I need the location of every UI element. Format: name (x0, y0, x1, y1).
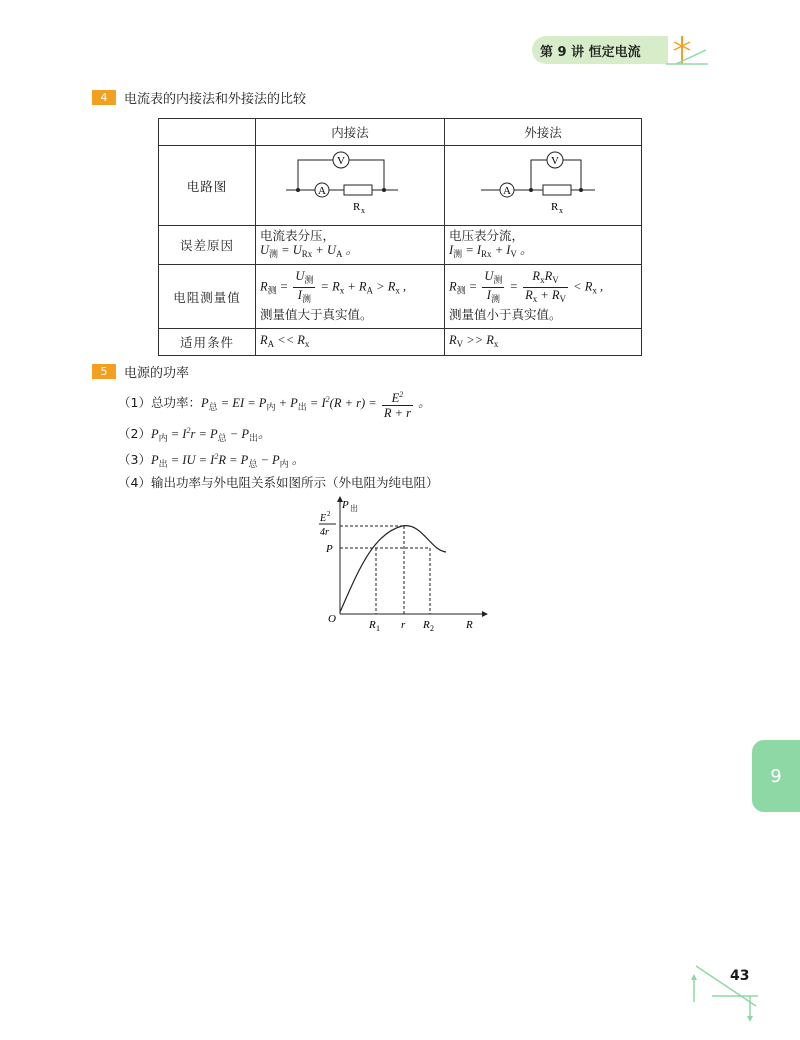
chapter-header (532, 36, 668, 64)
row-label: 适用条件 (159, 329, 256, 356)
power-item-3: $(3)P_出$ = IU = $I^2R = P_总 - P_内$ 。 (118, 452, 305, 470)
r-label: r (401, 619, 406, 631)
voltmeter-label: V (337, 155, 345, 167)
inner-condition-cell (256, 329, 445, 356)
max-num: E (320, 513, 327, 524)
section-title: 电源的功率 (124, 366, 190, 381)
inner-error-formula: $U_测 = U_{Rx} + U_A$ 。 (260, 243, 359, 259)
item-prefix: （1）总功率： (118, 395, 201, 411)
origin-label: O (328, 613, 336, 625)
section-5-heading (92, 362, 189, 381)
table-row (159, 146, 642, 226)
ammeter-label: A (503, 185, 511, 197)
page-number: 43 (730, 968, 750, 984)
resistor-icon (543, 185, 571, 195)
inner-error-cell (256, 226, 445, 265)
side-tab-number: 9 (770, 765, 782, 787)
table-header-row (159, 119, 642, 146)
svg-text:2: 2 (327, 510, 331, 518)
inner-circuit-cell (256, 146, 445, 226)
outer-condition-cell (445, 329, 642, 356)
inner-measure-cell (256, 265, 445, 329)
section-title: 电流表的内接法和外接法的比较 (124, 92, 307, 107)
inner-measure-formula: $R_测$ = $\frac{U_测}{I_测}$ = $R_x + R_A > R_x$ , (260, 269, 407, 304)
item-prefix: （2） (118, 426, 151, 442)
r1-sub: 1 (376, 624, 380, 633)
r2-label: R (423, 619, 430, 631)
resistor-sub: x (559, 206, 563, 215)
outer-error-cell (445, 226, 642, 265)
inner-circuit-diagram (256, 146, 444, 222)
chapter-title: 第 9 讲 恒定电流 (540, 44, 641, 60)
power-formulas (118, 383, 438, 495)
r1-label: R (369, 619, 376, 631)
row-label: 电路图 (159, 146, 256, 226)
inner-condition-formula: $R_A << R_x$ (260, 333, 310, 349)
ammeter-label: A (318, 185, 326, 197)
outer-error-formula: $I_测 = I_{Rx} + I_V$ 。 (449, 243, 533, 259)
r2-sub: 2 (430, 624, 434, 633)
section-4-heading (92, 88, 306, 107)
chapter-side-tab (752, 740, 800, 812)
resistor-label: R (353, 201, 361, 213)
p-label: P (326, 543, 333, 555)
outer-circuit-diagram (445, 146, 641, 222)
corner-cell (159, 119, 256, 146)
outer-condition-formula: $R_V >> R_x$ (449, 333, 499, 349)
power-graph (312, 494, 492, 634)
outer-measure-cell (445, 265, 642, 329)
power-item-2: $(2)P_内 = I^2r = P_总 - P_出$。 (118, 426, 271, 444)
resistor-label: R (551, 201, 559, 213)
y-axis-sub: 出 (350, 504, 358, 513)
y-axis-label: P (342, 499, 349, 511)
power-item-4: （4）输出功率与外电阻关系如图所示（外电阻为纯电阻） (118, 475, 439, 490)
table-row (159, 329, 642, 356)
section-number: 5 (92, 364, 116, 379)
outer-compare-text: 测量值小于真实值。 (449, 307, 562, 322)
inner-error-text: 电流表分压， (260, 228, 336, 243)
outer-circuit-cell (445, 146, 642, 226)
comparison-table (158, 118, 642, 356)
x-axis-label: R (466, 619, 473, 631)
header-outer: 外接法 (445, 119, 642, 146)
power-item-1: （1）总功率：$P_总$ = EI = $P_内 + P_出 = I^2(R + r)$ = $\frac{E^2}{R + r}$ 。 (118, 390, 431, 421)
table-row (159, 265, 642, 329)
windmill-icon (662, 30, 712, 70)
item-prefix: （3） (118, 452, 151, 468)
section-number: 4 (92, 90, 116, 105)
outer-error-text: 电压表分流， (449, 228, 525, 243)
outer-measure-formula: $R_测$ = $\frac{U_测}{I_测}$ = $\frac{R_xR_V}{R_x + R_V}$ < $R_x$ , (449, 269, 604, 304)
max-den: 4r (320, 527, 329, 538)
resistor-icon (344, 185, 372, 195)
voltmeter-label: V (551, 155, 559, 167)
inner-compare-text: 测量值大于真实值。 (260, 307, 373, 322)
row-label: 误差原因 (159, 226, 256, 265)
table-row (159, 226, 642, 265)
header-inner: 内接法 (256, 119, 445, 146)
row-label: 电阻测量值 (159, 265, 256, 329)
resistor-sub: x (361, 206, 365, 215)
